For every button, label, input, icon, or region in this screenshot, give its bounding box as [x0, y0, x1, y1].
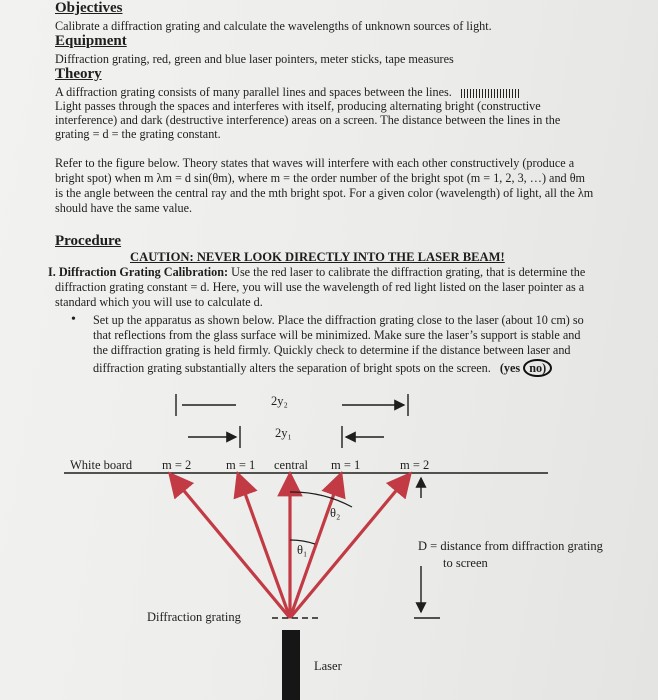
ray-m2-left — [170, 474, 290, 618]
label-m2-left: m = 2 — [162, 458, 192, 472]
theory-line-3: interference) and dark (destructive interference) areas on a screen. The distance between the lines in the — [55, 113, 561, 127]
procedure-heading: Procedure — [55, 233, 122, 249]
objectives-heading: Objectives — [55, 0, 123, 16]
theory-para2-line-1: Refer to the figure below. Theory states that waves will interfere with each other constructively (produce a — [55, 156, 575, 170]
grating-lines-icon — [461, 89, 519, 98]
label-d-line-1: D = distance from diffraction grating — [418, 539, 603, 553]
theory-para2-line-2: bright spot) when m λm = d sin(θm), where m = the order number of the bright spot (m = 1, 2, 3, …) and θm — [55, 171, 586, 185]
theory-heading: Theory — [55, 66, 102, 82]
bullet-line-4 — [93, 359, 552, 377]
label-central: central — [274, 458, 309, 472]
yes-option: (yes — [499, 361, 521, 375]
label-theta1: θ₁ — [297, 543, 308, 557]
calibration-line-1 — [48, 265, 585, 279]
no-option-circled: no) — [523, 359, 552, 377]
theory-para2-line-4: should have the same value. — [55, 201, 193, 215]
label-m1-left: m = 1 — [226, 458, 256, 472]
calibration-line-3: standard which you will use to calculate d. — [55, 295, 263, 309]
theta2-arc — [290, 492, 352, 507]
label-white-board: White board — [70, 458, 133, 472]
bullet-line-4-text: diffraction grating substantially alters the separation of bright spots on the screen. — [93, 361, 491, 375]
caution-banner: CAUTION: NEVER LOOK DIRECTLY INTO THE LASER BEAM! — [130, 250, 505, 264]
diffraction-rays — [170, 474, 410, 618]
theory-line-2: Light passes through the spaces and interferes with itself, producing alternating bright (constructive — [55, 99, 541, 113]
label-m2-right: m = 2 — [400, 458, 430, 472]
bullet-line-2: that reflections from the glass surface will be minimized. Make sure the laser’s support is stable and — [93, 328, 581, 342]
calibration-line-2: diffraction grating constant = d. Here, you will use the wavelength of red light listed on the laser pointer as a — [55, 280, 585, 294]
label-m1-right: m = 1 — [331, 458, 361, 472]
theory-line-1 — [55, 85, 519, 99]
laser-body — [282, 630, 300, 700]
theory-para2-line-3: is the angle between the central ray and the mth bright spot. For a given color (wavelength) of light, all the λm — [55, 186, 594, 200]
equipment-text: Diffraction grating, red, green and blue laser pointers, meter sticks, tape measures — [55, 52, 454, 66]
ray-m1-left — [238, 474, 290, 618]
label-laser: Laser — [314, 659, 342, 673]
bullet-line-1: Set up the apparatus as shown below. Place the diffraction grating close to the laser (about 10 cm) so — [93, 313, 584, 327]
calibration-line-1-text: Use the red laser to calibrate the diffraction grating, that is determine the — [228, 265, 586, 279]
label-d-line-2: to screen — [443, 556, 488, 570]
equipment-heading: Equipment — [55, 33, 127, 49]
label-diffraction-grating: Diffraction grating — [147, 610, 241, 624]
theory-line-1-text: A diffraction grating consists of many parallel lines and spaces between the lines. — [55, 85, 452, 99]
theory-line-4: grating = d = the grating constant. — [55, 127, 221, 141]
bullet-dot-icon: • — [71, 312, 76, 327]
label-2y1: 2y₁ — [275, 426, 292, 440]
objectives-text: Calibrate a diffraction grating and calculate the wavelengths of unknown sources of light. — [55, 19, 492, 33]
label-theta2: θ₂ — [330, 506, 341, 520]
calibration-title: I. Diffraction Grating Calibration: — [48, 265, 229, 279]
ray-m2-right — [290, 474, 410, 618]
bullet-line-3: the diffraction grating is held firmly. Quickly check to determine if the distance between laser and — [93, 343, 571, 357]
dimension-2y2 — [176, 394, 408, 416]
label-2y2: 2y₂ — [271, 394, 288, 408]
